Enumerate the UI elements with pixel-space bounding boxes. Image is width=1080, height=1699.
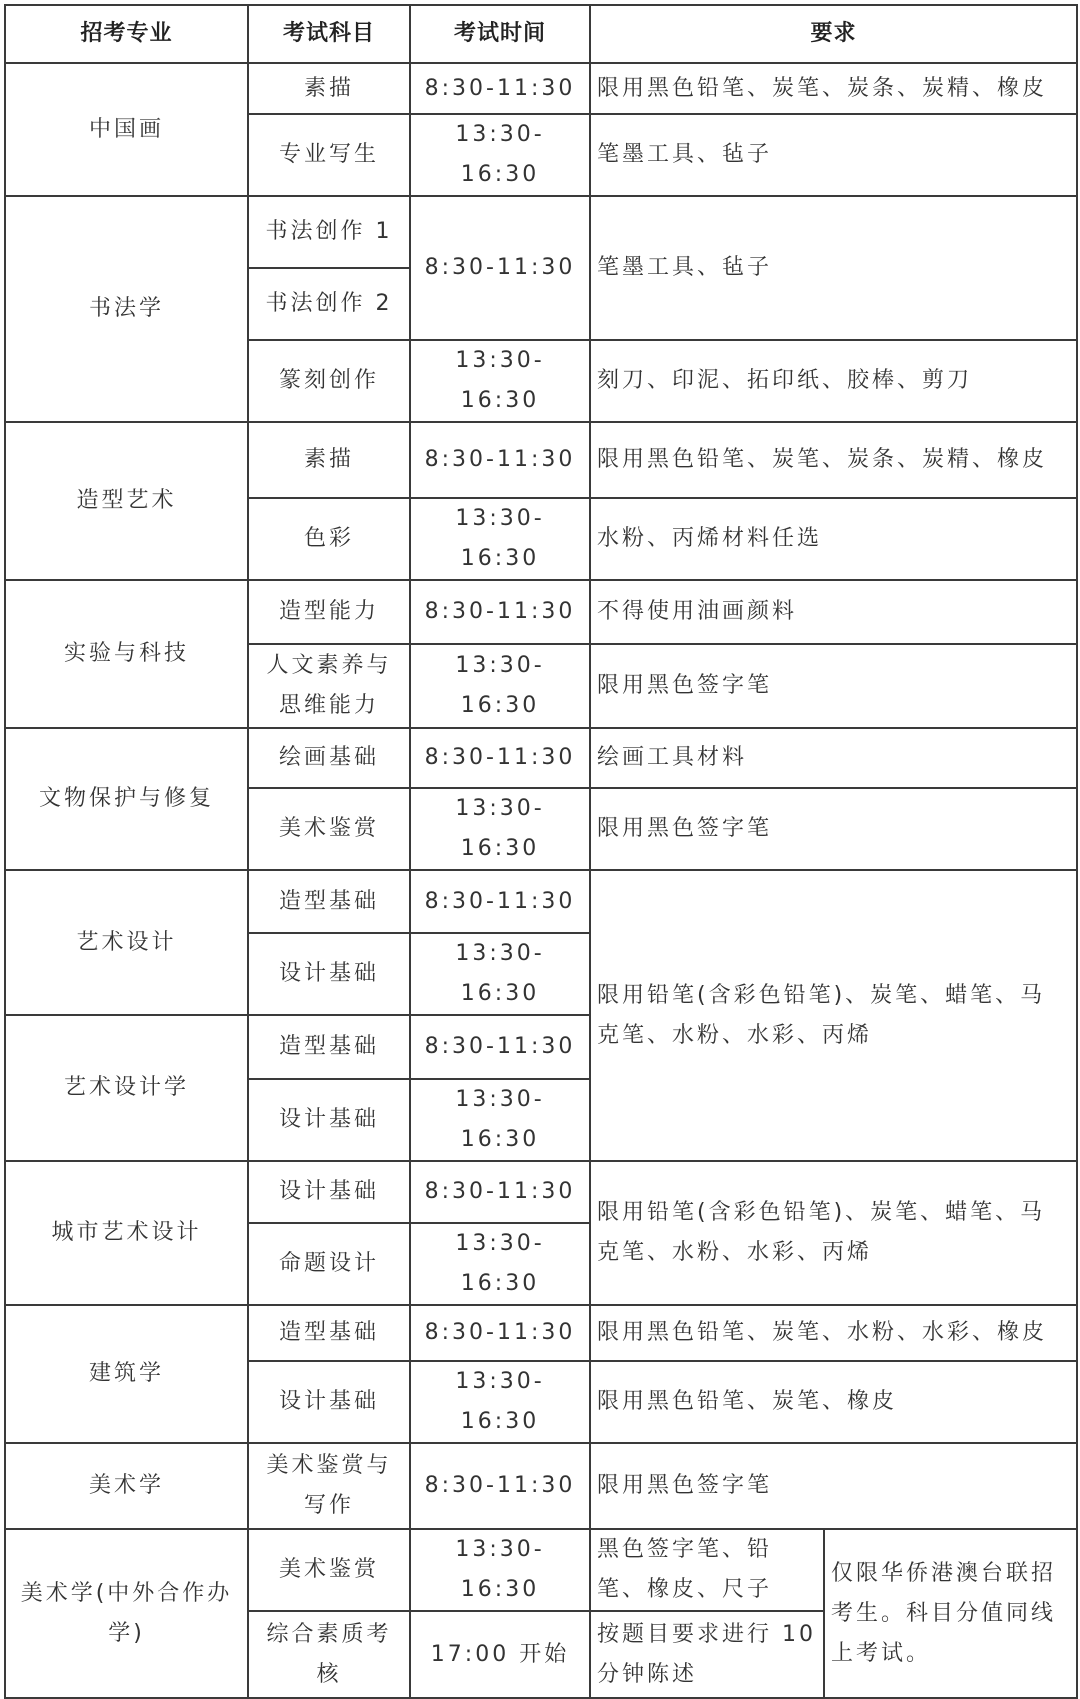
time-cell: 13:30-16:30 [410, 340, 590, 422]
time-cell: 8:30-11:30 [410, 580, 590, 644]
header-subject: 考试科目 [248, 5, 410, 63]
time-cell: 13:30-16:30 [410, 1529, 590, 1611]
subject-cell: 综合素质考核 [248, 1611, 410, 1698]
time-cell: 17:00 开始 [410, 1611, 590, 1698]
exam-schedule-table [4, 4, 1078, 1699]
subject-cell: 书法创作 2 [248, 268, 410, 340]
subject-cell: 造型能力 [248, 580, 410, 644]
time-cell: 13:30-16:30 [410, 1361, 590, 1443]
header-requirement: 要求 [590, 5, 1077, 63]
subject-cell: 设计基础 [248, 1161, 410, 1223]
major-cell: 城市艺术设计 [5, 1161, 248, 1305]
major-cell: 美术学(中外合作办学) [5, 1529, 248, 1698]
table-row [5, 870, 1077, 933]
subject-cell: 美术鉴赏与写作 [248, 1443, 410, 1529]
subject-cell: 美术鉴赏 [248, 1529, 410, 1611]
header-major: 招考专业 [5, 5, 248, 63]
table-row [5, 580, 1077, 644]
subject-cell: 命题设计 [248, 1223, 410, 1305]
time-cell: 8:30-11:30 [410, 422, 590, 498]
requirement-cell: 不得使用油画颜料 [590, 580, 1077, 644]
subject-cell: 造型基础 [248, 870, 410, 933]
subject-cell: 书法创作 1 [248, 196, 410, 268]
subject-cell: 素描 [248, 63, 410, 114]
time-cell: 8:30-11:30 [410, 1305, 590, 1361]
header-time: 考试时间 [410, 5, 590, 63]
requirement-cell: 限用黑色铅笔、炭笔、水粉、水彩、橡皮 [590, 1305, 1077, 1361]
table-row [5, 1161, 1077, 1223]
requirement-cell: 水粉、丙烯材料任选 [590, 498, 1077, 580]
subject-cell: 造型基础 [248, 1015, 410, 1079]
requirement-cell: 绘画工具材料 [590, 728, 1077, 788]
table-row [5, 728, 1077, 788]
time-cell: 8:30-11:30 [410, 1443, 590, 1529]
major-cell: 文物保护与修复 [5, 728, 248, 870]
subject-cell: 绘画基础 [248, 728, 410, 788]
requirement-cell: 限用黑色铅笔、炭笔、橡皮 [590, 1361, 1077, 1443]
requirement-cell: 限用黑色签字笔 [590, 788, 1077, 870]
subject-cell: 设计基础 [248, 1079, 410, 1161]
subject-cell: 色彩 [248, 498, 410, 580]
major-cell: 中国画 [5, 63, 248, 196]
subject-cell: 设计基础 [248, 1361, 410, 1443]
table-row [5, 422, 1077, 498]
subject-cell: 素描 [248, 422, 410, 498]
table-row [5, 196, 1077, 268]
subject-cell: 设计基础 [248, 933, 410, 1015]
requirement-cell: 限用黑色铅笔、炭笔、炭条、炭精、橡皮 [590, 422, 1077, 498]
time-cell: 13:30-16:30 [410, 933, 590, 1015]
major-cell: 美术学 [5, 1443, 248, 1529]
subject-cell: 篆刻创作 [248, 340, 410, 422]
time-cell: 13:30-16:30 [410, 788, 590, 870]
major-cell: 艺术设计 [5, 870, 248, 1015]
requirement-cell: 笔墨工具、毡子 [590, 196, 1077, 340]
time-cell: 13:30-16:30 [410, 1223, 590, 1305]
time-cell: 8:30-11:30 [410, 728, 590, 788]
requirement-cell: 限用铅笔(含彩色铅笔)、炭笔、蜡笔、马克笔、水粉、水彩、丙烯 [590, 1161, 1077, 1305]
time-cell: 8:30-11:30 [410, 63, 590, 114]
time-cell: 8:30-11:30 [410, 870, 590, 933]
subject-cell: 人文素养与思维能力 [248, 644, 410, 728]
time-cell: 13:30-16:30 [410, 1079, 590, 1161]
note-cell: 仅限华侨港澳台联招考生。科目分值同线上考试。 [824, 1529, 1077, 1698]
subject-cell: 专业写生 [248, 114, 410, 196]
subject-cell: 造型基础 [248, 1305, 410, 1361]
time-cell: 13:30-16:30 [410, 644, 590, 728]
major-cell: 造型艺术 [5, 422, 248, 580]
major-cell: 艺术设计学 [5, 1015, 248, 1161]
time-cell: 8:30-11:30 [410, 1015, 590, 1079]
time-cell: 13:30-16:30 [410, 498, 590, 580]
requirement-cell: 限用黑色签字笔 [590, 1443, 1077, 1529]
subject-cell: 美术鉴赏 [248, 788, 410, 870]
major-cell: 书法学 [5, 196, 248, 422]
table-row [5, 1305, 1077, 1361]
requirement-cell: 限用黑色签字笔 [590, 644, 1077, 728]
table-row [5, 1529, 1077, 1611]
time-cell: 13:30-16:30 [410, 114, 590, 196]
requirement-cell: 限用铅笔(含彩色铅笔)、炭笔、蜡笔、马克笔、水粉、水彩、丙烯 [590, 870, 1077, 1161]
requirement-cell: 限用黑色铅笔、炭笔、炭条、炭精、橡皮 [590, 63, 1077, 114]
time-cell: 8:30-11:30 [410, 1161, 590, 1223]
major-cell: 建筑学 [5, 1305, 248, 1443]
table-row [5, 1443, 1077, 1529]
requirement-cell: 按题目要求进行 10 分钟陈述 [590, 1611, 824, 1698]
major-cell: 实验与科技 [5, 580, 248, 728]
table-row [5, 63, 1077, 114]
header-row [5, 5, 1077, 63]
requirement-cell: 笔墨工具、毡子 [590, 114, 1077, 196]
requirement-cell: 刻刀、印泥、拓印纸、胶棒、剪刀 [590, 340, 1077, 422]
requirement-cell: 黑色签字笔、铅笔、橡皮、尺子 [590, 1529, 824, 1611]
time-cell: 8:30-11:30 [410, 196, 590, 340]
